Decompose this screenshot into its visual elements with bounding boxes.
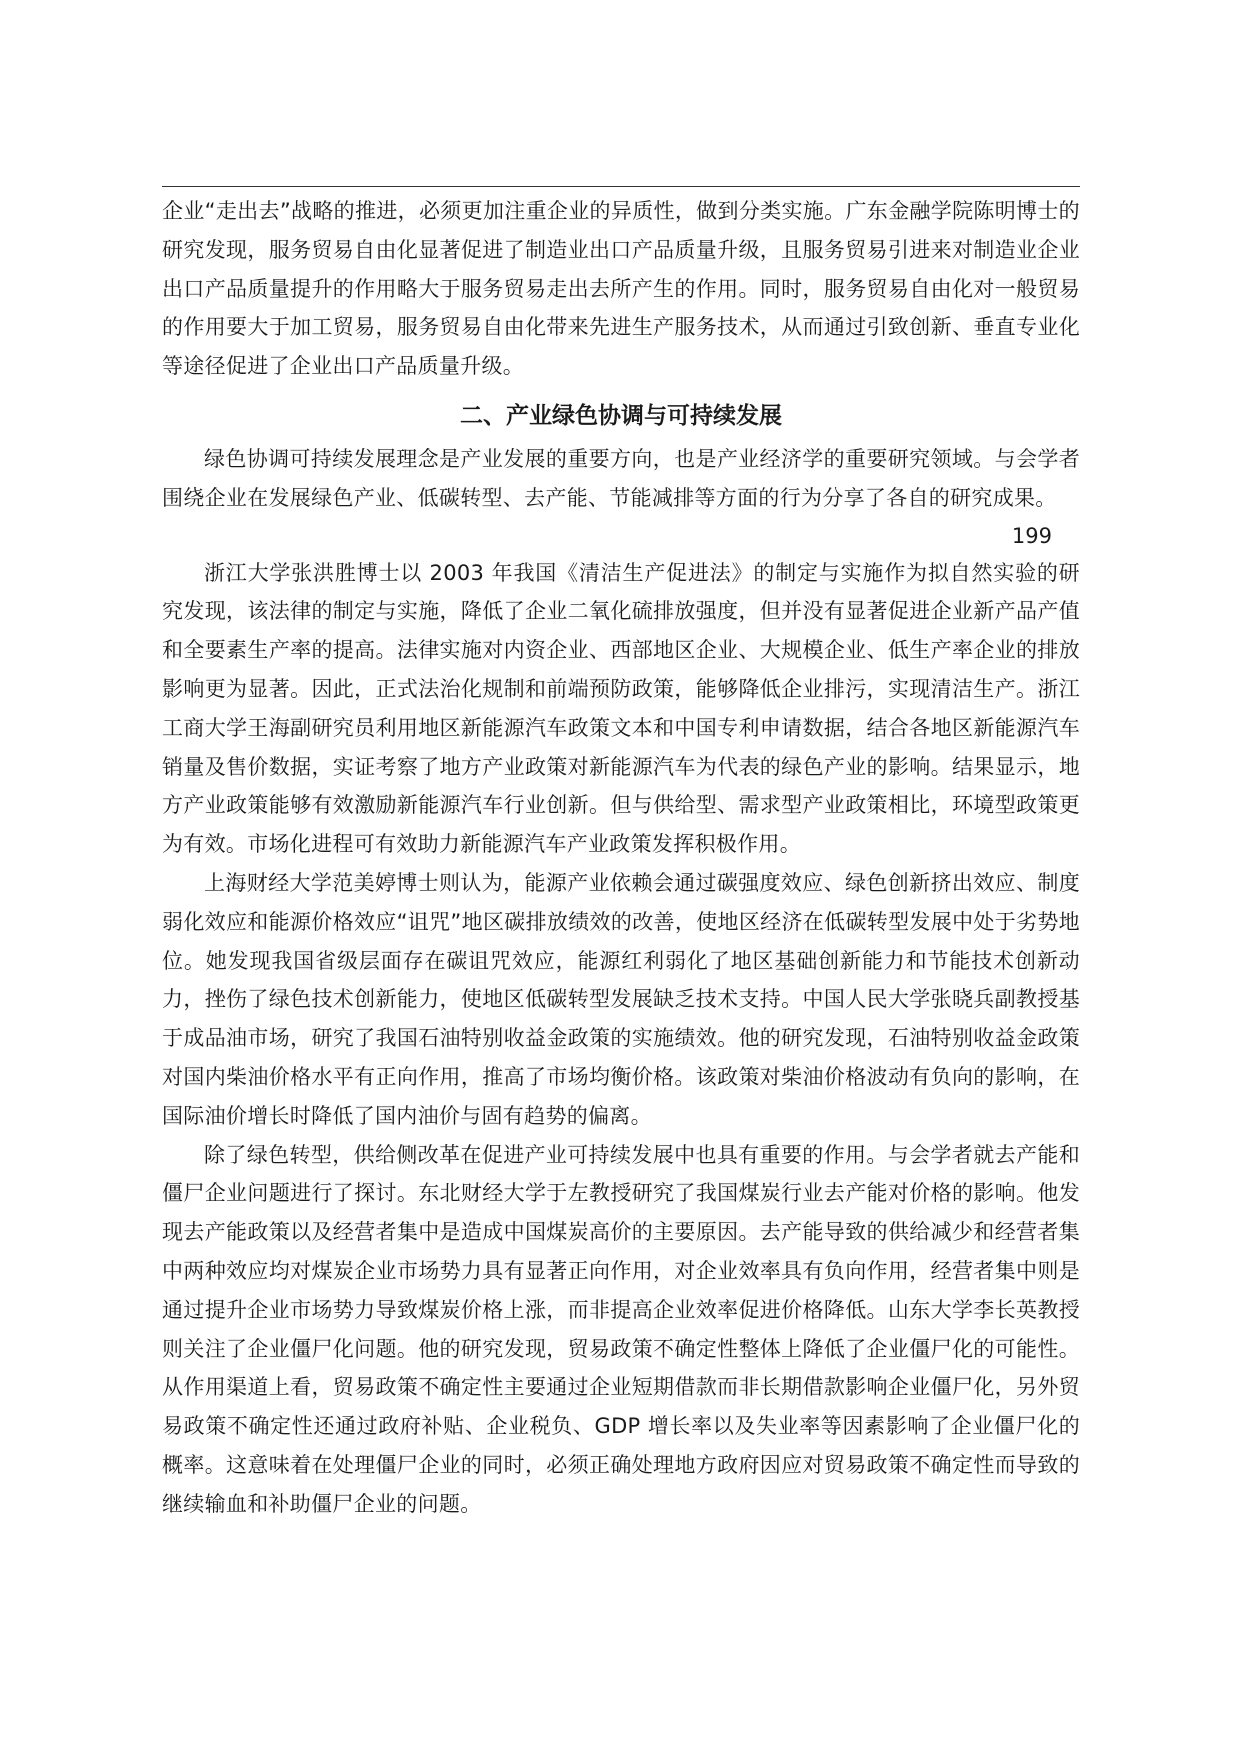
intro-paragraph: 绿色协调可持续发展理念是产业发展的重要方向，也是产业经济学的重要研究领域。与会学者围绕企业在发展绿色产业、低碳转型、去产能、节能减排等方面的行为分享了各自的研究成果。	[162, 446, 1080, 510]
page-body	[162, 192, 1080, 1524]
page-number: 199	[1011, 523, 1052, 548]
continued-paragraph: 企业“走出去”战略的推进，必须更加注重企业的异质性，做到分类实施。广东金融学院陈明博士的研究发现，服务贸易自由化显著促进了制造业出口产品质量升级，且服务贸易引进来对制造业企业出口产品质量提升的作用略大于服务贸易走出去所产生的作用。同时，服务贸易自由化对一般贸易的作用要大于加工贸易，服务贸易自由化带来先进生产服务技术，从而通过引致创新、垂直专业化等途径促进了企业出口产品质量升级。	[162, 199, 1080, 379]
section-heading: 二、产业绿色协调与可持续发展	[460, 402, 782, 429]
body-paragraph-capacity-zombie: 除了绿色转型，供给侧改革在促进产业可持续发展中也具有重要的作用。与会学者就去产能和僵尸企业问题进行了探讨。东北财经大学于左教授研究了我国煤炭行业去产能对价格的影响。他发现去产能政策以及经营者集中是造成中国煤炭高价的主要原因。去产能导致的供给减少和经营者集中两种效应均对煤炭企业市场势力具有显著正向作用，对企业效率具有负向作用，经营者集中则是通过提升企业市场势力导致煤炭价格上涨，而非提高企业效率促进价格降低。山东大学李长英教授则关注了企业僵尸化问题。他的研究发现，贸易政策不确定性整体上降低了企业僵尸化的可能性。从作用渠道上看，贸易政策不确定性主要通过企业短期借款而非长期借款影响企业僵尸化，另外贸易政策不确定性还通过政府补贴、企业税负、GDP 增长率以及失业率等因素影响了企业僵尸化的概率。这意味着在处理僵尸企业的同时，必须正确处理地方政府因应对贸易政策不确定性而导致的继续输血和补助僵尸企业的问题。	[162, 1142, 1080, 1516]
body-paragraph-carbon-curse: 上海财经大学范美婷博士则认为，能源产业依赖会通过碳强度效应、绿色创新挤出效应、制度弱化效应和能源价格效应“诅咒”地区碳排放绩效的改善，使地区经济在低碳转型发展中处于劣势地位。她发现我国省级层面存在碳诅咒效应，能源红利弱化了地区基础创新能力和节能技术创新动力，挫伤了绿色技术创新能力，使地区低碳转型发展缺乏技术支持。中国人民大学张晓兵副教授基于成品油市场，研究了我国石油特别收益金政策的实施绩效。他的研究发现，石油特别收益金政策对国内柴油价格水平有正向作用，推高了市场均衡价格。该政策对柴油价格波动有负向的影响，在国际油价增长时降低了国内油价与固有趋势的偏离。	[162, 870, 1080, 1128]
header-rule	[162, 186, 1080, 187]
body-paragraph-clean-production: 浙江大学张洪胜博士以 2003 年我国《清洁生产促进法》的制定与实施作为拟自然实验的研究发现，该法律的制定与实施，降低了企业二氧化硫排放强度，但并没有显著促进企业新产品产值和全要素生产率的提高。法律实施对内资企业、西部地区企业、大规模企业、低生产率企业的排放影响更为显著。因此，正式法治化规制和前端预防政策，能够降低企业排污，实现清洁生产。浙江工商大学王海副研究员利用地区新能源汽车政策文本和中国专利申请数据，结合各地区新能源汽车销量及售价数据，实证考察了地方产业政策对新能源汽车为代表的绿色产业的影响。结果显示，地方产业政策能够有效激励新能源汽车行业创新。但与供给型、需求型产业政策相比，环境型政策更为有效。市场化进程可有效助力新能源汽车产业政策发挥积极作用。	[162, 560, 1080, 857]
